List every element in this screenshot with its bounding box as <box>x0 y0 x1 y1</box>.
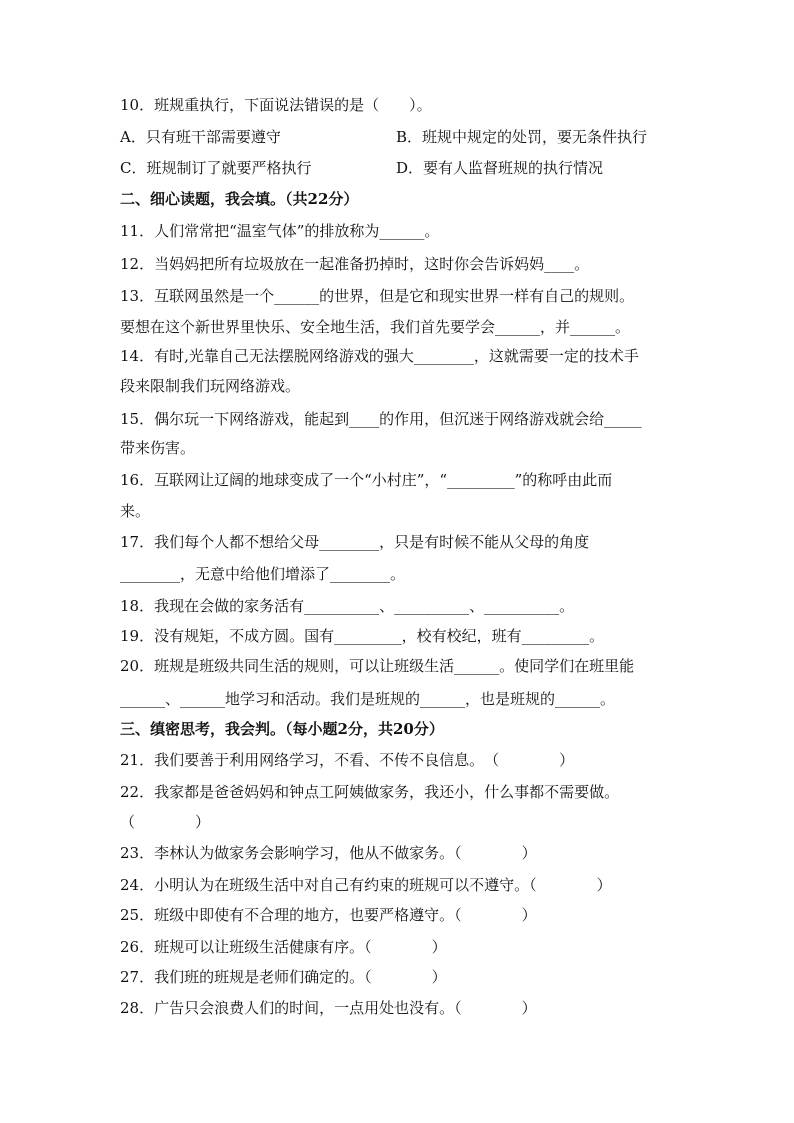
q10-stem: 10．班规重执行，下面说法错误的是（ ）。 <box>120 96 432 114</box>
section3-line: 25．班级中即使有不合理的地方，也要严格遵守。（ ） <box>120 906 537 924</box>
q10-option-a: A．只有班干部需要遵守 <box>120 128 281 146</box>
section3-line: 26．班规可以让班级生活健康有序。（ ） <box>120 938 447 956</box>
section2-line: ______、______地学习和活动。我们是班规的______，也是班规的______。 <box>120 690 616 708</box>
q10-option-d: D．要有人监督班规的执行情况 <box>396 159 604 177</box>
section3-line: 28．广告只会浪费人们的时间，一点用处也没有。（ ） <box>120 999 537 1017</box>
section2-line: 要想在这个新世界里快乐、安全地生活，我们首先要学会______，并______。 <box>120 318 631 336</box>
section3-line: （ ） <box>120 813 211 831</box>
section2-line: 来。 <box>120 502 151 520</box>
section2-heading: 二、细心读题，我会填。（共22分） <box>120 190 359 208</box>
section3-line: 22．我家都是爸爸妈妈和钟点工阿姨做家务，我还小，什么事都不需要做。 <box>120 783 620 801</box>
section3-line: 23．李林认为做家务会影响学习，他从不做家务。（ ） <box>120 844 537 862</box>
section2-line: 带来伤害。 <box>120 439 196 457</box>
section2-line: ________，无意中给他们增添了________。 <box>120 565 406 583</box>
section2-line: 13．互联网虽然是一个______的世界，但是它和现实世界一样有自己的规则。 <box>120 287 635 305</box>
section3-heading: 三、缜密思考，我会判。（每小题2分，共20分） <box>120 720 444 738</box>
q10-option-b: B．班规中规定的处罚，要无条件执行 <box>396 128 648 146</box>
section2-line: 11．人们常常把“温室气体”的排放称为______。 <box>120 222 440 240</box>
section2-line: 18．我现在会做的家务活有__________、__________、__________。 <box>120 597 575 615</box>
section3-line: 21．我们要善于利用网络学习，不看、不传不良信息。 （ ） <box>120 751 575 769</box>
section3-line: 27．我们班的班规是老师们确定的。（ ） <box>120 968 447 986</box>
section2-line: 12．当妈妈把所有垃圾放在一起准备扔掉时，这时你会告诉妈妈____。 <box>120 255 590 273</box>
section2-line: 16．互联网让辽阔的地球变成了一个“小村庄”，“_________”的称呼由此而 <box>120 471 613 489</box>
section2-line: 段来限制我们玩网络游戏。 <box>120 377 301 395</box>
section2-line: 19．没有规矩，不成方圆。国有_________，校有校纪，班有_________。 <box>120 627 605 645</box>
section3-line: 24．小明认为在班级生活中对自己有约束的班规可以不遵守。（ ） <box>120 876 612 894</box>
section2-line: 17．我们每个人都不想给父母________，只是有时候不能从父母的角度 <box>120 533 590 551</box>
section2-line: 14．有时,光靠自己无法摆脱网络游戏的强大________，这就需要一定的技术手 <box>120 347 639 365</box>
q10-option-c: C．班规制订了就要严格执行 <box>120 159 312 177</box>
section2-line: 15．偶尔玩一下网络游戏，能起到____的作用，但沉迷于网络游戏就会给_____ <box>120 410 642 428</box>
section2-line: 20．班规是班级共同生活的规则，可以让班级生活______。使同学们在班里能 <box>120 657 635 675</box>
